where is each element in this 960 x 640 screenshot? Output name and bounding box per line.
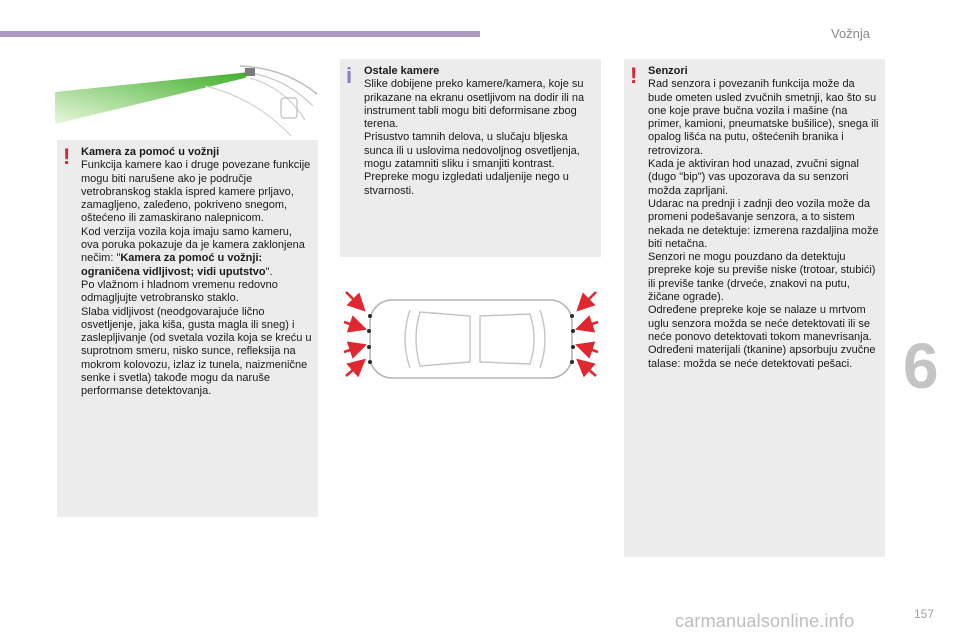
camera-icon xyxy=(245,68,255,76)
car-top-view xyxy=(370,300,572,378)
section-title: Vožnja xyxy=(831,26,871,41)
note-paragraph: Slaba vidljivost (neodgovarajuće lično osvetljenje, jaka kiša, gusta magla ili sneg) i zaslepljivanje (od svetala vozila koja se kreću u suprotnom smeru, nisko sunce, refleksija na mokrom kolovozu, izlaz iz tunela, naizmenične senke i svetla) takođe mogu da naruše performanse detektovanja. xyxy=(81,305,312,398)
note-paragraph: Prepreke mogu izgledati udaljenije nego u stvarnosti. xyxy=(364,171,569,197)
sensors-note xyxy=(624,59,885,557)
note-paragraph: Kod verzija vozila koja imaju samo kameru, ova poruka pokazuje da je kamera zaklonjena nečim: "Kamera za pomoć u vožnji: ograničena vidljivost; vidi uputstvo". xyxy=(81,225,305,278)
warning-icon: ! xyxy=(63,144,71,169)
note-paragraph: Određene prepreke koje se nalaze u mrtvom uglu senzora možda se neće detektovati ili se neće ponovo detektovati tokom manevrisanja. xyxy=(648,304,872,343)
note-paragraph: Po vlažnom i hladnom vremenu redovno odmagljujte vetrobransko staklo. xyxy=(81,278,278,305)
note-title: Senzori xyxy=(648,65,688,77)
warning-icon: ! xyxy=(630,63,638,88)
note-paragraph: Udarac na prednji i zadnji deo vozila može da promeni podešavanje senzora, a to sistem nekada ne detektuje: izmerena razdaljina može biti netačna. xyxy=(648,197,879,250)
note-paragraph: Slike dobijene preko kamere/kamera, koje su prikazane na ekranu osetljivom na dodir ili na instrument tabli mogu biti deformisane zbog terena. xyxy=(364,78,585,131)
note-paragraph: Prisustvo tamnih delova, u slučaju bljeska sunca ili u uslovima nedovoljnog osvetljenja, mogu zatamniti sliku i smanjiti kontrast. xyxy=(364,131,580,171)
watermark: carmanualsonline.info xyxy=(675,611,855,631)
camera-view-beam xyxy=(55,72,250,124)
header-bar xyxy=(0,31,480,37)
note-paragraph: Kada je aktiviran hod unazad, zvučni signal (dugo "bip") vas upozorava da su senzori možda zaprljani. xyxy=(648,158,859,197)
note-paragraph: Senzori ne mogu pouzdano da detektuju prepreke koje su previše niske (trotoar, stubići) ili previše tanke (drveće, znakovi na putu, žičane ograde). xyxy=(648,251,876,304)
info-icon: i xyxy=(346,63,353,88)
other-cameras-note xyxy=(340,59,601,257)
camera-assist-note xyxy=(57,140,318,517)
note-title: Kamera za pomoć u vožnji xyxy=(81,146,220,158)
note-paragraph: Određeni materijali (tkanine) apsorbuju zvučne talase: možda se neće detektovati pešaci. xyxy=(648,344,876,370)
chapter-number: 6 xyxy=(903,330,939,402)
page-number: 157 xyxy=(914,607,935,621)
mirror-shape xyxy=(281,98,297,118)
windscreen-camera-illustration xyxy=(55,58,318,140)
note-paragraph: Funkcija kamere kao i druge povezane funkcije mogu biti narušene ako je područje vetrobranskog stakla ispred kamere prljavo, zamagljeno, zaleđeno, pokriveno snegom, oštećeno ili zamaskirano nalepnicom. xyxy=(81,159,311,225)
note-title: Ostale kamere xyxy=(364,65,440,77)
parking-sensors-illustration xyxy=(340,280,602,390)
note-paragraph: Rad senzora i povezanih funkcija može da bude ometen usled zvučnih smetnji, kao što su one koje prave bučna vozila i mašine (na primer, kamioni, pneumatske bušilice), snega ili opalog lišća na putu, oštećenih branika i retrovizora. xyxy=(648,78,879,157)
